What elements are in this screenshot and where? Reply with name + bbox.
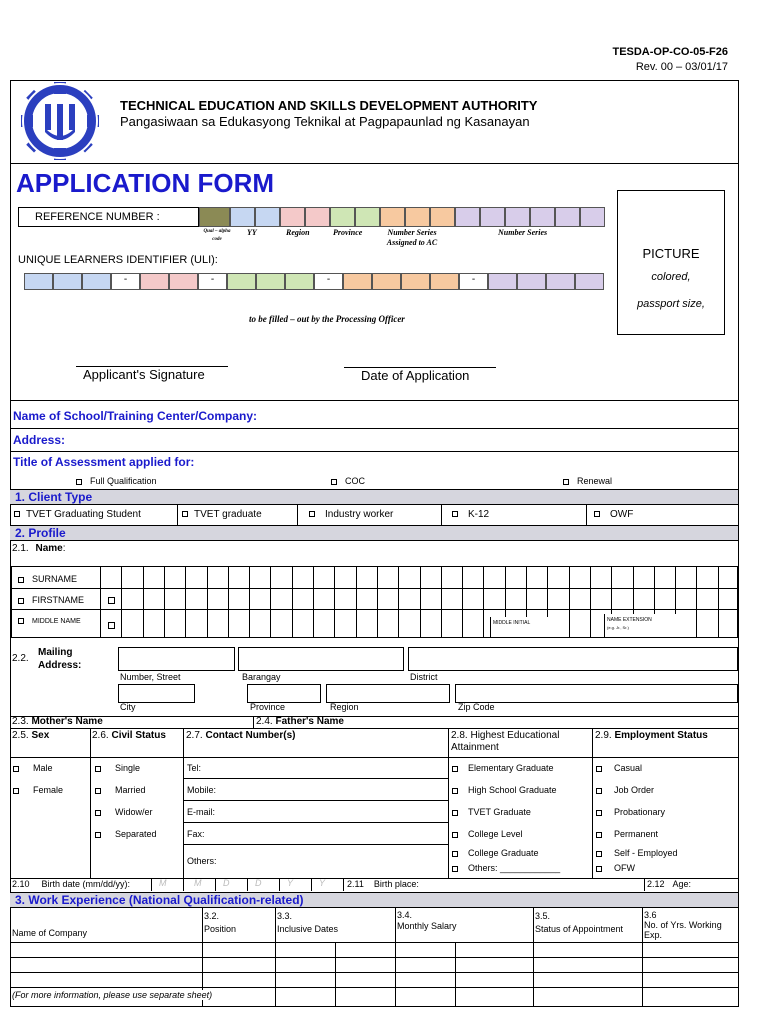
emp-ofw[interactable]: OFW (596, 863, 635, 873)
uli-label: UNIQUE LEARNERS IDENTIFIER (ULI): (18, 254, 218, 266)
ref-box-ns1[interactable] (455, 207, 480, 227)
name-extension-label: NAME EXTENSION (e.g. Jr., Sr.) (604, 614, 678, 637)
work-header-company: Name of Company (12, 928, 88, 938)
education-header: 2.8. Highest Educational Attainment (451, 730, 560, 753)
checkbox-icon[interactable] (95, 832, 101, 838)
civil-married[interactable]: Married (95, 785, 146, 795)
name-cell-divider (121, 566, 122, 638)
ref-box-region2[interactable] (305, 207, 330, 227)
district-label: District (410, 672, 438, 682)
region-label: Region (330, 702, 359, 712)
name-cell-divider (398, 566, 399, 638)
checkbox-icon[interactable] (452, 866, 458, 872)
name-cell-divider (462, 566, 463, 638)
contact-tel[interactable]: Tel: (187, 763, 202, 773)
ref-sub-number-series-ac: Number Series Assigned to AC (386, 228, 438, 247)
ref-box-yy1[interactable] (230, 207, 255, 227)
checkbox-icon[interactable] (13, 788, 19, 794)
work-header-years: 3.6 No. of Yrs. Working Exp. (644, 910, 722, 940)
client-type-k12[interactable]: K-12 (452, 509, 489, 520)
checkbox-icon[interactable] (13, 766, 19, 772)
checkbox-icon[interactable] (76, 479, 82, 485)
checkbox-icon[interactable] (452, 511, 458, 517)
checkbox-icon[interactable] (452, 832, 458, 838)
sex-female[interactable]: Female (13, 785, 63, 795)
ref-sub-qual: Qual – alpha code (203, 229, 231, 242)
client-type-industry-worker[interactable]: Industry worker (309, 509, 393, 520)
middlename-checkbox-icon[interactable] (108, 622, 115, 629)
ref-box-prov1[interactable] (330, 207, 355, 227)
checkbox-icon[interactable] (18, 577, 24, 583)
civil-widower[interactable]: Widow/er (95, 807, 153, 817)
name-cell-divider (207, 566, 208, 638)
reference-number-label: REFERENCE NUMBER : (18, 207, 199, 227)
picture-note-1: colored, (651, 271, 691, 283)
option-coc[interactable]: COC (331, 476, 365, 486)
sex-male[interactable]: Male (13, 763, 53, 773)
checkbox-icon[interactable] (18, 598, 24, 604)
name-cell-divider (718, 566, 719, 638)
checkbox-icon[interactable] (452, 851, 458, 857)
province-label: Province (250, 702, 286, 712)
mailing-num: 2.2. (12, 653, 29, 664)
city-field[interactable] (118, 684, 195, 703)
barangay-label: Barangay (242, 672, 281, 682)
section-profile-band (10, 525, 738, 541)
date-of-application-label: Date of Application (361, 368, 470, 383)
name-cell-divider (249, 566, 250, 638)
name-cell-divider (292, 566, 293, 638)
emp-casual[interactable]: Casual (596, 763, 642, 773)
employment-header: 2.9. Employment Status (595, 730, 708, 741)
name-cell-divider (483, 566, 484, 638)
checkbox-icon[interactable] (95, 788, 101, 794)
name-cell-divider (356, 566, 357, 638)
checkbox-icon[interactable] (596, 788, 602, 794)
picture-box[interactable] (617, 190, 725, 335)
contact-others[interactable]: Others: (187, 856, 217, 866)
ref-sub-region: Region (286, 228, 310, 237)
contact-mobile[interactable]: Mobile: (187, 785, 217, 795)
document-code: TESDA-OP-CO-05-F26 (612, 46, 728, 58)
name-cell-divider (164, 566, 165, 638)
mother-name-label[interactable]: 2.3. Mother's Name (12, 716, 103, 727)
section-client-type: 1. Client Type (15, 490, 93, 504)
ref-box-ac1[interactable] (380, 207, 405, 227)
address-label: Address: (13, 433, 66, 447)
checkbox-icon[interactable] (596, 832, 602, 838)
mailing-address-label: Mailing Address: (38, 647, 82, 671)
ref-box-qual[interactable] (199, 207, 230, 227)
checkbox-icon[interactable] (596, 851, 602, 857)
picture-note-2: passport size, (637, 298, 705, 310)
district-field[interactable] (408, 647, 738, 671)
firstname-label: FIRSTNAME (18, 595, 84, 605)
option-full-qualification[interactable]: Full Qualification (76, 476, 157, 486)
edu-tvet[interactable]: TVET Graduate (452, 807, 531, 817)
name-cell-divider (441, 566, 442, 638)
ref-box-region1[interactable] (280, 207, 305, 227)
barangay-field[interactable] (238, 647, 404, 671)
name-label: 2.1. Name: (12, 543, 66, 554)
ref-box-prov2[interactable] (355, 207, 380, 227)
form-title: APPLICATION FORM (16, 168, 275, 198)
org-name: TECHNICAL EDUCATION AND SKILLS DEVELOPMENT AUTHORITY (120, 98, 538, 113)
middle-name-label: MIDDLE NAME (18, 617, 88, 627)
checkbox-icon[interactable] (182, 511, 188, 517)
edu-others[interactable]: Others: ____________ (452, 863, 560, 873)
checkbox-icon[interactable] (594, 511, 600, 517)
ref-box-ac2[interactable] (405, 207, 430, 227)
edu-college-graduate[interactable]: College Graduate (452, 848, 539, 858)
work-header-salary: 3.4. Monthly Salary (397, 910, 457, 931)
street-label: Number, Street (120, 672, 181, 682)
emp-self-employed[interactable]: Self - Employed (596, 848, 678, 858)
checkbox-icon[interactable] (452, 810, 458, 816)
emp-job-order[interactable]: Job Order (596, 785, 654, 795)
edu-college-level[interactable]: College Level (452, 829, 523, 839)
ref-box-yy2[interactable] (255, 207, 280, 227)
father-name-label[interactable]: 2.4. Father's Name (256, 716, 344, 727)
section-client-type-band (10, 489, 738, 505)
edu-elementary[interactable]: Elementary Graduate (452, 763, 554, 773)
checkbox-icon[interactable] (95, 810, 101, 816)
name-cell-divider (228, 566, 229, 638)
zip-field[interactable] (455, 684, 738, 703)
birth-date-label: 2.10 Birth date (mm/dd/yy): (12, 879, 131, 889)
checkbox-icon[interactable] (14, 511, 20, 517)
zip-code-label: Zip Code (458, 702, 495, 712)
contact-fax[interactable]: Fax: (187, 829, 205, 839)
name-cell-divider (313, 566, 314, 638)
org-tagalog-name: Pangasiwaan sa Edukasyong Teknikal at Pagpapaunlad ng Kasanayan (120, 114, 530, 129)
ref-box-ns2[interactable] (480, 207, 505, 227)
ref-sub-number-series: Number Series (498, 228, 548, 237)
contact-email[interactable]: E-mail: (187, 807, 216, 817)
work-header-position: 3.2. Position (204, 911, 237, 934)
ref-sub-province: Province (333, 228, 363, 237)
checkbox-icon[interactable] (452, 766, 458, 772)
name-cell-divider (590, 566, 591, 638)
applicant-signature-label: Applicant's Signature (83, 367, 205, 382)
checkbox-icon[interactable] (309, 511, 315, 517)
work-header-dates: 3.3. Inclusive Dates (277, 911, 339, 934)
ref-box-ns5[interactable] (555, 207, 580, 227)
name-cell-divider (185, 566, 186, 638)
emp-permanent[interactable]: Permanent (596, 829, 658, 839)
name-cell-divider (143, 566, 144, 638)
section-work-experience: 3. Work Experience (National Qualification-related) (15, 893, 304, 907)
assessment-label: Title of Assessment applied for: (13, 455, 195, 469)
ref-box-ns3[interactable] (505, 207, 530, 227)
client-type-owf[interactable]: OWF (594, 509, 633, 520)
option-renewal[interactable]: Renewal (563, 476, 612, 486)
contact-header: 2.7. Contact Number(s) (186, 730, 296, 741)
name-cell-divider (334, 566, 335, 638)
ref-box-ns6[interactable] (580, 207, 605, 227)
name-cell-divider (569, 566, 570, 638)
age-label[interactable]: 2.12 Age: (647, 879, 692, 889)
ref-box-ac3[interactable] (430, 207, 455, 227)
middle-initial-label: MIDDLE INITIAL (490, 617, 560, 637)
revision-date: Rev. 00 – 03/01/17 (635, 61, 728, 73)
region-field[interactable] (326, 684, 450, 703)
birth-place-label[interactable]: 2.11 Birth place: (347, 879, 419, 889)
name-cell-divider (696, 566, 697, 638)
processing-officer-note: to be filled – out by the Processing Officer (249, 314, 405, 324)
birth-date-boxes[interactable]: M M D D Y Y (151, 878, 344, 891)
picture-title: PICTURE (642, 246, 700, 261)
tesda-logo (19, 82, 101, 160)
emp-probationary[interactable]: Probationary (596, 807, 665, 817)
city-label: City (120, 702, 136, 712)
checkbox-icon[interactable] (95, 766, 101, 772)
edu-high-school[interactable]: High School Graduate (452, 785, 557, 795)
checkbox-icon[interactable] (596, 810, 602, 816)
civil-separated[interactable]: Separated (95, 829, 157, 839)
section-profile: 2. Profile (15, 526, 66, 540)
client-type-tvet-graduate[interactable]: TVET graduate (182, 509, 262, 520)
school-label: Name of School/Training Center/Company: (13, 409, 258, 423)
checkbox-icon[interactable] (563, 479, 569, 485)
ref-box-ns4[interactable] (530, 207, 555, 227)
name-cell-divider (420, 566, 421, 638)
footer-note: (For more information, please use separate sheet) (12, 990, 213, 1000)
surname-label: SURNAME (18, 574, 77, 584)
work-header-status: 3.5. Status of Appointment (535, 911, 624, 934)
client-type-tvet-graduating[interactable]: TVET Graduating Student (14, 509, 141, 520)
checkbox-icon[interactable] (452, 788, 458, 794)
street-field[interactable] (118, 647, 235, 671)
name-cell-divider (100, 566, 101, 638)
name-cell-divider (270, 566, 271, 638)
checkbox-icon[interactable] (596, 866, 602, 872)
checkbox-icon[interactable] (596, 766, 602, 772)
firstname-checkbox-icon[interactable] (108, 597, 115, 604)
civil-single[interactable]: Single (95, 763, 140, 773)
sex-header: 2.5. Sex (12, 730, 50, 741)
checkbox-icon[interactable] (331, 479, 337, 485)
civil-status-header: 2.6. Civil Status (92, 730, 166, 741)
checkbox-icon[interactable] (18, 618, 24, 624)
ref-sub-yy: YY (247, 228, 257, 237)
name-cell-divider (377, 566, 378, 638)
province-field[interactable] (247, 684, 321, 703)
